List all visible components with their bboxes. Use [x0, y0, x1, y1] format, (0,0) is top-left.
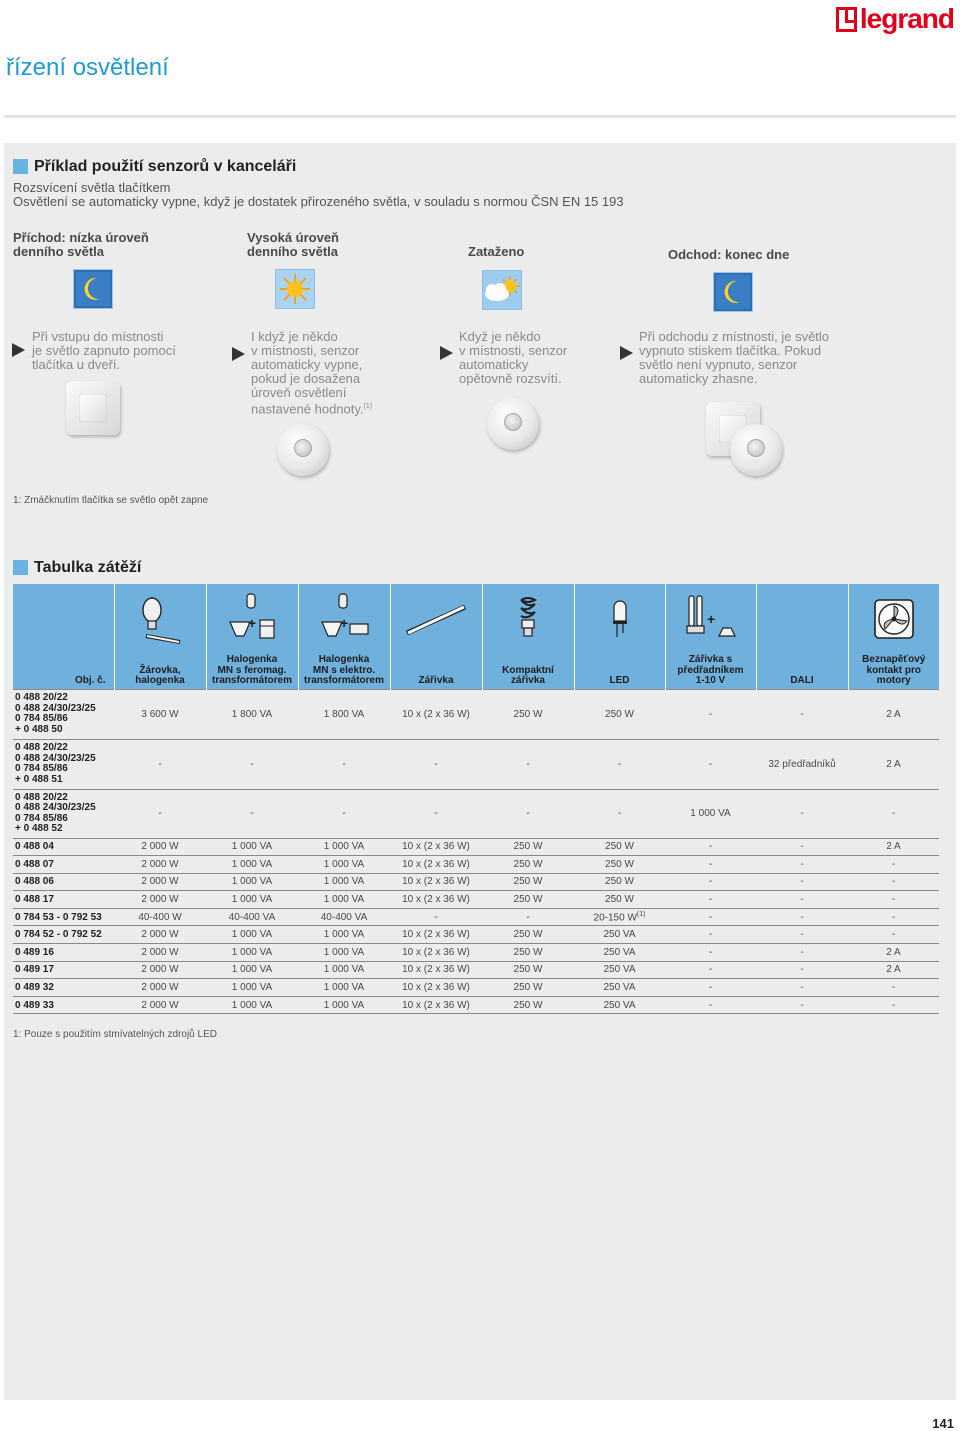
- table-cell: 1 000 VA: [665, 789, 756, 838]
- row-code-cell: 0 784 52 - 0 792 52: [13, 926, 114, 944]
- table-cell: 2 A: [848, 838, 939, 856]
- header-label: Kompaktní: [502, 664, 554, 676]
- scenario-1-text-line: je světlo zapnuto pomocí: [32, 343, 176, 358]
- scenario-1-text-line: tlačítka u dveří.: [32, 357, 121, 372]
- table-cell: -: [756, 891, 848, 909]
- table-cell: 2 A: [848, 739, 939, 789]
- scenario-1-heading-line2: denního světla: [13, 244, 105, 259]
- row-code-cell: [13, 789, 114, 838]
- table-row: [13, 689, 939, 739]
- scenario-2-text-line: v místnosti, senzor: [251, 343, 360, 358]
- row-code-cell: 0 488 17: [13, 891, 114, 909]
- table-cell: -: [665, 944, 756, 962]
- header-label: Zářivka: [418, 675, 454, 686]
- table-cell: 1 800 VA: [206, 689, 298, 739]
- arrow-icon: [440, 346, 453, 360]
- table-cell: 10 x (2 x 36 W): [390, 891, 482, 909]
- column-header-halogen-ferromagnetic: [206, 584, 298, 689]
- table-cell: 1 000 VA: [298, 944, 390, 962]
- scenario-3-text-line: Když je někdo: [459, 329, 541, 344]
- table-cell: 1 000 VA: [298, 856, 390, 874]
- table-cell: -: [848, 979, 939, 997]
- table-cell: 250 VA: [574, 961, 665, 979]
- header-label: LED: [609, 675, 630, 686]
- scenario-1-text: [32, 330, 176, 372]
- table-cell: -: [665, 961, 756, 979]
- ceiling-sensor-image: [277, 424, 329, 476]
- load-table: [13, 584, 939, 1014]
- table-cell: -: [756, 961, 848, 979]
- section-title-text: Tabulka zátěží: [34, 559, 142, 576]
- section-marker-icon: [13, 159, 28, 174]
- row-code-cell: [13, 739, 114, 789]
- row-code-cell: 0 784 53 - 0 792 53: [13, 908, 114, 926]
- fluorescent-tube-icon: [393, 589, 480, 649]
- table-cell: 250 W: [482, 961, 574, 979]
- table-row: [13, 856, 939, 874]
- footnote-2: 1: Pouze s použitím stmívatelných zdrojů LED: [13, 1029, 217, 1040]
- table-cell: -: [756, 689, 848, 739]
- table-cell: 250 W: [482, 926, 574, 944]
- column-header-dali: [756, 584, 848, 689]
- table-cell: -: [574, 739, 665, 789]
- table-cell: -: [390, 739, 482, 789]
- table-cell: 2 000 W: [114, 979, 206, 997]
- legrand-mark-icon: [836, 7, 857, 32]
- arrow-icon: [12, 343, 25, 357]
- switch-button-image: [79, 394, 107, 422]
- table-cell: -: [482, 739, 574, 789]
- table-row: [13, 944, 939, 962]
- scenario-2-text-line: automaticky vypne,: [251, 357, 363, 372]
- ceiling-sensor-image: [730, 424, 782, 476]
- footnote-1: 1: Zmáčknutím tlačítka se světlo opět zapne: [13, 495, 209, 506]
- table-cell: 1 000 VA: [206, 926, 298, 944]
- table-cell: 2 000 W: [114, 838, 206, 856]
- table-cell: 2 000 W: [114, 856, 206, 874]
- column-header-fluorescent: [390, 584, 482, 689]
- table-cell: -: [848, 891, 939, 909]
- table-cell: 250 W: [482, 838, 574, 856]
- table-cell: -: [206, 789, 298, 838]
- table-cell: -: [482, 908, 574, 926]
- scenario-4-text-line: automaticky zhasne.: [639, 371, 758, 386]
- column-header-code: [13, 584, 114, 689]
- column-header-dry-contact: [848, 584, 939, 689]
- table-cell: 250 W: [482, 873, 574, 891]
- table-cell: 1 000 VA: [206, 996, 298, 1014]
- table-row: [13, 891, 939, 909]
- column-header-incandescent: [114, 584, 206, 689]
- ceiling-sensor-image: [487, 398, 539, 450]
- scenario-2-text-last: nastavené hodnoty.: [251, 401, 364, 417]
- cloud-sun-icon: [482, 270, 522, 310]
- table-cell: -: [756, 996, 848, 1014]
- code-line: 0 488 24/30/23/25: [15, 702, 96, 714]
- header-label: kontakt pro: [866, 664, 921, 676]
- table-cell: 1 000 VA: [206, 979, 298, 997]
- moon-icon: [713, 272, 753, 312]
- sensor-lens: [504, 413, 522, 431]
- sensor-lens: [747, 439, 765, 457]
- code-line: 0 784 85/86: [15, 812, 68, 824]
- table-cell: -: [482, 789, 574, 838]
- row-code-cell: 0 488 04: [13, 838, 114, 856]
- table-row: [13, 838, 939, 856]
- header-label: MN s elektro.: [312, 664, 376, 676]
- moon-icon: [73, 269, 113, 309]
- table-cell: -: [756, 944, 848, 962]
- table-cell: -: [298, 789, 390, 838]
- table-cell: -: [848, 789, 939, 838]
- column-header-compact-fluorescent: [482, 584, 574, 689]
- table-cell: 10 x (2 x 36 W): [390, 996, 482, 1014]
- table-cell: -: [206, 739, 298, 789]
- header-label: Žárovka,: [139, 664, 181, 676]
- halogen-transformer-icon: [209, 589, 296, 649]
- code-line: 0 784 85/86: [15, 763, 68, 774]
- footnote-marker: (1): [636, 911, 646, 918]
- table-row: [13, 789, 939, 838]
- table-cell: 250 W: [574, 873, 665, 891]
- table-cell: 1 000 VA: [298, 996, 390, 1014]
- table-cell: 1 000 VA: [206, 856, 298, 874]
- page-title: řízení osvětlení: [6, 54, 169, 81]
- table-cell: 250 W: [574, 891, 665, 909]
- table-cell: 1 000 VA: [206, 838, 298, 856]
- section-marker-icon: [13, 560, 28, 575]
- header-label: transformátorem: [303, 675, 385, 686]
- table-cell: 10 x (2 x 36 W): [390, 926, 482, 944]
- table-cell: 10 x (2 x 36 W): [390, 944, 482, 962]
- scenario-2-heading-line1: Vysoká úroveň: [247, 230, 340, 245]
- table-cell: -: [848, 996, 939, 1014]
- section-title-example: [13, 158, 296, 176]
- code-line: + 0 488 51: [15, 773, 63, 785]
- header-label: předřadníkem: [677, 664, 744, 676]
- header-label: halogenka: [135, 675, 185, 686]
- section-title-text: Příklad použití senzorů v kanceláři: [34, 158, 297, 175]
- incandescent-bulb-icon: [117, 589, 204, 649]
- table-cell: -: [665, 873, 756, 891]
- table-cell: 250 VA: [574, 996, 665, 1014]
- header-label: Obj. č.: [74, 675, 106, 686]
- row-code-cell: 0 489 32: [13, 979, 114, 997]
- table-cell: 2 A: [848, 944, 939, 962]
- sensor-lens: [294, 439, 312, 457]
- table-cell: -: [756, 856, 848, 874]
- led-icon: [577, 589, 663, 649]
- table-cell: 1 000 VA: [206, 891, 298, 909]
- table-cell: -: [665, 926, 756, 944]
- table-cell: 2 000 W: [114, 944, 206, 962]
- scenario-1-text-line: Při vstupu do místnosti: [32, 329, 164, 344]
- code-line: 0 488 24/30/23/25: [15, 752, 96, 764]
- table-cell: 2 A: [848, 689, 939, 739]
- code-line: 0 488 20/22: [15, 791, 68, 803]
- table-cell: -: [114, 789, 206, 838]
- scenario-1-heading: [13, 231, 149, 259]
- scenario-1-heading-line1: Příchod: nízka úroveň: [13, 230, 149, 245]
- table-cell: -: [756, 908, 848, 926]
- row-code-cell: 0 489 16: [13, 944, 114, 962]
- table-cell: 1 000 VA: [298, 891, 390, 909]
- table-cell: 1 000 VA: [206, 873, 298, 891]
- code-line: 0 488 24/30/23/25: [15, 802, 96, 813]
- scenario-4-text-line: světlo není vypnuto, senzor: [639, 357, 798, 372]
- page-number: 141: [932, 1416, 954, 1431]
- table-cell: -: [848, 926, 939, 944]
- table-cell: 250 W: [574, 838, 665, 856]
- code-line: + 0 488 50: [15, 723, 63, 735]
- column-header-led: [574, 584, 665, 689]
- header-label: Halogenka: [226, 654, 278, 665]
- code-line: 0 488 20/22: [15, 742, 68, 753]
- table-cell: 2 000 W: [114, 961, 206, 979]
- table-cell: 10 x (2 x 36 W): [390, 873, 482, 891]
- scenario-2-heading-line2: denního světla: [247, 244, 339, 259]
- table-cell: -: [756, 838, 848, 856]
- halogen-electronic-transformer-icon: [301, 589, 388, 649]
- scenario-4-heading: Odchod: konec dne: [668, 247, 790, 262]
- table-cell: 250 W: [482, 996, 574, 1014]
- section-title-load-table: [13, 559, 141, 577]
- scenario-3-heading: Zataženo: [468, 244, 525, 259]
- header-label: DALI: [790, 675, 814, 686]
- table-cell: -: [848, 873, 939, 891]
- table-cell: -: [756, 926, 848, 944]
- table-cell: 1 000 VA: [298, 979, 390, 997]
- header-label: transformátorem: [211, 675, 293, 686]
- header-label: zářivka: [511, 675, 545, 686]
- table-cell: -: [390, 789, 482, 838]
- table-cell: 1 000 VA: [206, 944, 298, 962]
- table-cell: 10 x (2 x 36 W): [390, 689, 482, 739]
- scenario-4-text: [639, 330, 829, 386]
- table-cell: -: [665, 996, 756, 1014]
- scenario-4-text-line: vypnuto stiskem tlačítka. Pokud: [639, 343, 822, 358]
- table-cell: 3 600 W: [114, 689, 206, 739]
- code-line: 0 488 20/22: [15, 692, 68, 703]
- table-cell: 250 W: [574, 856, 665, 874]
- table-cell: 250 W: [482, 689, 574, 739]
- section-subtitle-2: Osvětlení se automaticky vypne, když je dostatek přirozeného světla, v souladu s normou ČSN EN 15 193: [13, 194, 624, 209]
- table-cell: 2 000 W: [114, 926, 206, 944]
- table-cell: 1 000 VA: [298, 961, 390, 979]
- scenario-3-text: [459, 330, 567, 386]
- code-line: 0 784 85/86: [15, 713, 68, 724]
- table-cell: 250 W: [482, 891, 574, 909]
- table-cell: 250 VA: [574, 944, 665, 962]
- scenario-2-heading: [247, 231, 339, 259]
- table-cell: -: [665, 856, 756, 874]
- table-cell: 32 předřadníků: [756, 739, 848, 789]
- arrow-icon: [232, 347, 245, 361]
- table-cell: -: [574, 789, 665, 838]
- row-code-cell: 0 488 06: [13, 873, 114, 891]
- svg-text:+: +: [248, 614, 257, 631]
- table-cell: 250 W: [482, 979, 574, 997]
- header-label: Zářivka s: [688, 654, 733, 665]
- table-cell: -: [114, 739, 206, 789]
- table-cell: -: [298, 739, 390, 789]
- fluorescent-ballast-icon: [668, 589, 754, 649]
- table-cell: 10 x (2 x 36 W): [390, 979, 482, 997]
- table-cell: 250 W: [482, 944, 574, 962]
- scenario-2-text: [251, 330, 372, 416]
- table-cell: -: [665, 908, 756, 926]
- header-label: 1-10 V: [695, 675, 726, 686]
- header-label: MN s feromag.: [217, 664, 287, 676]
- table-row: [13, 908, 939, 926]
- table-cell: 10 x (2 x 36 W): [390, 838, 482, 856]
- code-line: + 0 488 52: [15, 823, 63, 834]
- table-cell: 10 x (2 x 36 W): [390, 961, 482, 979]
- scenario-2-text-line: úroveň osvětlení: [251, 385, 347, 400]
- compact-fluorescent-icon: [485, 589, 572, 649]
- scenario-2-text-line: pokud je dosažena: [251, 371, 361, 386]
- table-cell: 2 000 W: [114, 891, 206, 909]
- scenario-3-text-line: v místnosti, senzor: [459, 343, 568, 358]
- table-cell: -: [665, 891, 756, 909]
- arrow-icon: [620, 346, 633, 360]
- table-cell: 250 W: [482, 856, 574, 874]
- table-cell: -: [665, 739, 756, 789]
- table-cell: -: [665, 979, 756, 997]
- table-cell: -: [848, 856, 939, 874]
- scenario-2-text-line: I když je někdo: [251, 329, 338, 344]
- table-cell: -: [390, 908, 482, 926]
- table-header-row: [13, 584, 939, 689]
- fan-motor-icon: [851, 589, 938, 649]
- row-code-cell: [13, 689, 114, 739]
- legrand-logo: [836, 3, 954, 35]
- sun-icon: [275, 269, 315, 309]
- table-cell: 1 000 VA: [298, 873, 390, 891]
- header-label: Halogenka: [318, 654, 370, 665]
- scenario-3-text-line: automaticky: [459, 357, 529, 372]
- scenario-3-text-line: opětovně rozsvítí.: [459, 371, 562, 386]
- table-cell: 40-400 VA: [298, 908, 390, 926]
- table-row: [13, 739, 939, 789]
- table-cell: -: [756, 873, 848, 891]
- table-cell: 1 000 VA: [298, 838, 390, 856]
- table-cell: 2 A: [848, 961, 939, 979]
- table-row: [13, 979, 939, 997]
- table-cell: -: [665, 689, 756, 739]
- table-cell: 250 VA: [574, 979, 665, 997]
- table-cell: 2 000 W: [114, 996, 206, 1014]
- scenario-4-text-line: Při odchodu z místnosti, je světlo: [639, 329, 830, 344]
- column-header-halogen-electronic: [298, 584, 390, 689]
- table-cell: 40-400 W: [114, 908, 206, 926]
- table-cell: 250 VA: [574, 926, 665, 944]
- table-row: [13, 996, 939, 1014]
- table-row: [13, 961, 939, 979]
- wall-switch-image: [66, 381, 120, 435]
- row-code-cell: 0 488 07: [13, 856, 114, 874]
- cell-value: 20-150 W: [593, 912, 637, 924]
- header-label: Beznapěťový: [862, 654, 926, 665]
- column-header-fluorescent-ballast: [665, 584, 756, 689]
- table-cell: 1 000 VA: [206, 961, 298, 979]
- table-cell: -: [665, 838, 756, 856]
- table-cell: 250 W: [574, 689, 665, 739]
- section-subtitle-1: Rozsvícení světla tlačítkem: [13, 180, 171, 195]
- table-cell: 1 800 VA: [298, 689, 390, 739]
- logo-text: legrand: [859, 3, 954, 34]
- footnote-marker: (1): [363, 403, 373, 410]
- row-code-cell: 0 489 33: [13, 996, 114, 1014]
- svg-text:+: +: [706, 610, 715, 627]
- table-row: [13, 873, 939, 891]
- table-cell: [574, 908, 665, 926]
- scenario-2-text-line: [251, 400, 372, 416]
- table-cell: -: [756, 979, 848, 997]
- table-cell: -: [848, 908, 939, 926]
- table-cell: -: [756, 789, 848, 838]
- table-cell: 2 000 W: [114, 873, 206, 891]
- table-cell: 1 000 VA: [298, 926, 390, 944]
- table-row: [13, 926, 939, 944]
- title-divider: [4, 115, 956, 118]
- svg-text:+: +: [340, 614, 349, 631]
- header-label: motory: [876, 675, 911, 686]
- table-cell: 40-400 VA: [206, 908, 298, 926]
- table-cell: 10 x (2 x 36 W): [390, 856, 482, 874]
- row-code-cell: 0 489 17: [13, 961, 114, 979]
